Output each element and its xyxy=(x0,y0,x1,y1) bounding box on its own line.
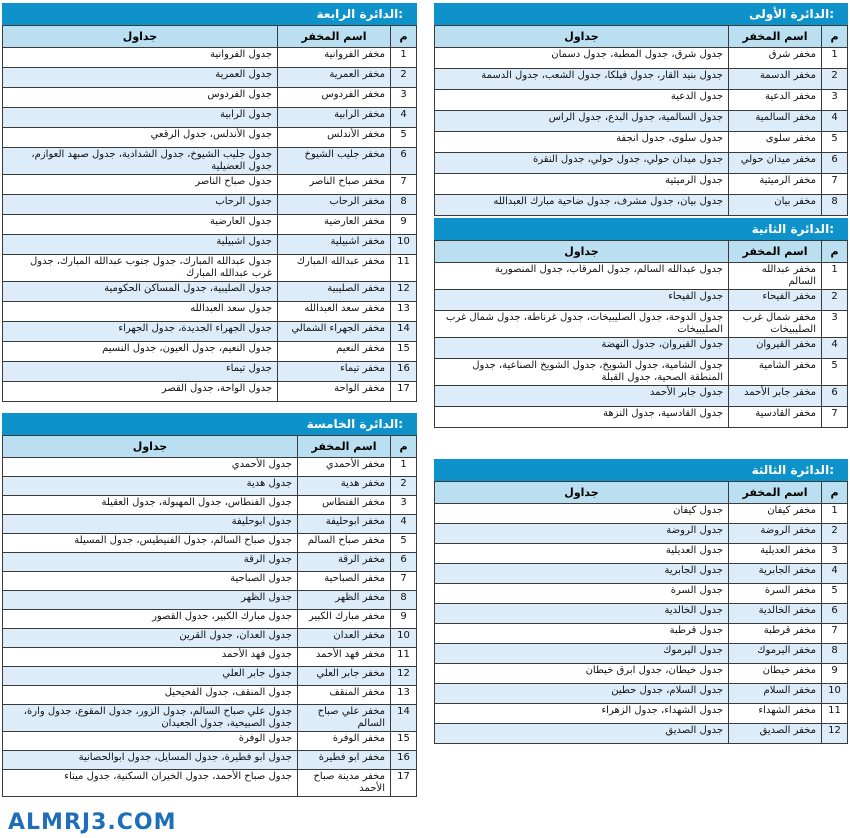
table-row xyxy=(3,148,417,175)
station-name: مخفر المنقف xyxy=(298,686,391,705)
station-tables: جدول قرطبة xyxy=(435,624,729,644)
station-number: 6 xyxy=(822,604,848,624)
table-row xyxy=(435,174,848,195)
station-number: 8 xyxy=(391,195,417,215)
station-name: مخفر الظهر xyxy=(298,591,391,610)
col-num-header: م xyxy=(822,482,848,504)
table-row xyxy=(3,770,417,797)
station-tables: جدول ميدان حولي، جدول حولي، جدول النقرة xyxy=(435,153,729,174)
table-row xyxy=(3,215,417,235)
station-name: مخفر القادسية xyxy=(729,407,822,428)
station-name: مخفر ابو فطيرة xyxy=(298,751,391,770)
station-number: 6 xyxy=(391,553,417,572)
station-tables: جدول الجهراء الجديدة، جدول الجهراء xyxy=(3,322,278,342)
table-row xyxy=(435,504,848,524)
station-tables: جدول السرة xyxy=(435,584,729,604)
table-row xyxy=(3,68,417,88)
table-row xyxy=(3,382,417,402)
table-row xyxy=(435,290,848,311)
station-name: مخفر اشبيلية xyxy=(278,235,391,255)
station-tables: جدول بنيد القار، جدول فيلكا، جدول الشعب، جدول الدسمة xyxy=(435,69,729,90)
table-row xyxy=(3,667,417,686)
station-name: مخفر جابر العلي xyxy=(298,667,391,686)
station-tables: جدول الروضة xyxy=(435,524,729,544)
station-name: مخفر عبدالله السالم xyxy=(729,263,822,290)
station-name: مخفر علي صباح السالم xyxy=(298,705,391,732)
station-name: مخفر الصليبية xyxy=(278,282,391,302)
station-tables: جدول الشهداء، جدول الزهراء xyxy=(435,704,729,724)
station-tables: جدول عبدالله السالم، جدول المرقاب، جدول المنصورية xyxy=(435,263,729,290)
station-tables: جدول الصديق xyxy=(435,724,729,744)
table-row xyxy=(3,553,417,572)
station-name: مخفر خيطان xyxy=(729,664,822,684)
station-tables: جدول العديلية xyxy=(435,544,729,564)
station-tables: جدول الصباحية xyxy=(3,572,298,591)
station-tables: جدول الدعية xyxy=(435,90,729,111)
station-tables: جدول الفيحاء xyxy=(435,290,729,311)
col-tables-header: جداول xyxy=(435,26,729,48)
station-name: مخفر الروضة xyxy=(729,524,822,544)
station-name: مخفر العارضية xyxy=(278,215,391,235)
circle-3-title: الدائرة الثالثة: xyxy=(434,459,848,481)
station-tables: جدول جابر الأحمد xyxy=(435,386,729,407)
station-name: مخفر شرق xyxy=(729,48,822,69)
table-row xyxy=(435,153,848,174)
table-row xyxy=(435,684,848,704)
table-row xyxy=(435,564,848,584)
station-tables: جدول عبدالله المبارك، جدول جنوب عبدالله المبارك، جدول غرب عبدالله المبارك xyxy=(3,255,278,282)
station-number: 2 xyxy=(822,290,848,311)
station-name: مخفر الجابرية xyxy=(729,564,822,584)
station-number: 2 xyxy=(391,477,417,496)
station-tables: جدول صباح السالم، جدول الفنيطيس، جدول المسيلة xyxy=(3,534,298,553)
station-number: 15 xyxy=(391,342,417,362)
station-number: 14 xyxy=(391,705,417,732)
station-number: 16 xyxy=(391,362,417,382)
station-tables: جدول مبارك الكبير، جدول القصور xyxy=(3,610,298,629)
station-name: مخفر صباح السالم xyxy=(298,534,391,553)
station-number: 1 xyxy=(391,48,417,68)
station-number: 4 xyxy=(391,108,417,128)
col-num-header: م xyxy=(822,26,848,48)
table-row xyxy=(3,195,417,215)
station-name: مخفر الفروانية xyxy=(278,48,391,68)
station-number: 5 xyxy=(391,128,417,148)
station-number: 15 xyxy=(391,732,417,751)
station-number: 4 xyxy=(822,111,848,132)
station-name: مخفر الواحة xyxy=(278,382,391,402)
station-number: 9 xyxy=(391,215,417,235)
station-number: 2 xyxy=(391,68,417,88)
circle-4-title: الدائرة الرابعة: xyxy=(2,3,417,25)
table-row xyxy=(3,128,417,148)
station-name: مخفر الشهداء xyxy=(729,704,822,724)
station-tables: جدول فهد الأحمد xyxy=(3,648,298,667)
station-name: مخفر السلام xyxy=(729,684,822,704)
station-number: 10 xyxy=(391,629,417,648)
station-number: 9 xyxy=(391,610,417,629)
station-name: مخفر النعيم xyxy=(278,342,391,362)
table-row xyxy=(3,255,417,282)
station-name: مخفر مدينة صباح الأحمد xyxy=(298,770,391,797)
station-tables: جدول جابر العلي xyxy=(3,667,298,686)
station-name: مخفر فهد الأحمد xyxy=(298,648,391,667)
table-row xyxy=(3,515,417,534)
station-name: مخفر قرطبة xyxy=(729,624,822,644)
station-number: 7 xyxy=(391,175,417,195)
table-row xyxy=(3,175,417,195)
station-name: مخفر كيفان xyxy=(729,504,822,524)
table-row xyxy=(435,195,848,216)
station-name: مخفر تيماء xyxy=(278,362,391,382)
station-number: 4 xyxy=(822,338,848,359)
table-row xyxy=(435,664,848,684)
station-tables: جدول الفردوس xyxy=(3,88,278,108)
col-tables-header: جداول xyxy=(435,241,729,263)
station-name: مخفر السرة xyxy=(729,584,822,604)
col-name-header: اسم المخفر xyxy=(729,241,822,263)
station-name: مخفر سعد العبدالله xyxy=(278,302,391,322)
table-row xyxy=(3,534,417,553)
table-row xyxy=(3,235,417,255)
station-number: 6 xyxy=(822,386,848,407)
station-tables: جدول السالمية، جدول البدع، جدول الراس xyxy=(435,111,729,132)
station-tables: جدول العمرية xyxy=(3,68,278,88)
station-name: مخفر الفنطاس xyxy=(298,496,391,515)
table-row xyxy=(3,496,417,515)
station-number: 6 xyxy=(822,153,848,174)
station-number: 8 xyxy=(391,591,417,610)
station-name: مخفر مبارك الكبير xyxy=(298,610,391,629)
station-name: مخفر جابر الأحمد xyxy=(729,386,822,407)
col-tables-header: جداول xyxy=(435,482,729,504)
table-row xyxy=(435,48,848,69)
station-number: 11 xyxy=(391,648,417,667)
station-name: مخفر الصباحية xyxy=(298,572,391,591)
table-row xyxy=(435,263,848,290)
station-tables: جدول النعيم، جدول العيون، جدول النسيم xyxy=(3,342,278,362)
station-tables: جدول الواحة، جدول القصر xyxy=(3,382,278,402)
station-name: مخفر الرميثية xyxy=(729,174,822,195)
table-row xyxy=(435,604,848,624)
station-number: 1 xyxy=(822,48,848,69)
station-number: 2 xyxy=(822,69,848,90)
circle-2-title: الدائرة الثانية: xyxy=(434,218,848,240)
station-name: مخفر الخالدية xyxy=(729,604,822,624)
table-row xyxy=(3,322,417,342)
station-number: 1 xyxy=(391,458,417,477)
station-tables: جدول الأحمدي xyxy=(3,458,298,477)
station-name: مخفر ميدان حولي xyxy=(729,153,822,174)
table-row xyxy=(3,629,417,648)
station-number: 4 xyxy=(822,564,848,584)
station-number: 6 xyxy=(391,148,417,175)
station-name: مخفر شمال غرب الصليبيخات xyxy=(729,311,822,338)
station-number: 12 xyxy=(391,282,417,302)
station-number: 5 xyxy=(822,359,848,386)
station-tables: جدول جليب الشيوخ، جدول الشدادية، جدول صبهد العوازم، جدول العضيلية xyxy=(3,148,278,175)
station-number: 14 xyxy=(391,322,417,342)
station-number: 3 xyxy=(822,311,848,338)
station-tables: جدول سعد العبدالله xyxy=(3,302,278,322)
table-row xyxy=(3,732,417,751)
table-row xyxy=(3,591,417,610)
station-name: مخفر الوفرة xyxy=(298,732,391,751)
circle-4-panel xyxy=(2,3,417,402)
table-row xyxy=(3,648,417,667)
col-num-header: م xyxy=(391,26,417,48)
station-number: 8 xyxy=(822,644,848,664)
station-number: 2 xyxy=(822,524,848,544)
station-number: 7 xyxy=(822,174,848,195)
circle-3-panel xyxy=(434,459,848,744)
station-tables: جدول هدية xyxy=(3,477,298,496)
table-row xyxy=(435,386,848,407)
station-number: 13 xyxy=(391,302,417,322)
table-row xyxy=(435,624,848,644)
site-watermark-logo: ALMRJ3.COM xyxy=(0,808,158,838)
station-tables: جدول العارضية xyxy=(3,215,278,235)
station-number: 17 xyxy=(391,382,417,402)
station-tables: جدول الشامية، جدول الشويخ، جدول الشويخ الصناعية، جدول المنطقة الصحية، جدول القبلة xyxy=(435,359,729,386)
table-row xyxy=(3,751,417,770)
station-name: مخفر الفيحاء xyxy=(729,290,822,311)
table-row xyxy=(435,311,848,338)
station-number: 8 xyxy=(822,195,848,216)
station-tables: جدول الفروانية xyxy=(3,48,278,68)
station-tables: جدول الخالدية xyxy=(435,604,729,624)
table-row xyxy=(435,724,848,744)
table-row xyxy=(435,90,848,111)
table-row xyxy=(435,111,848,132)
station-name: مخفر الرابية xyxy=(278,108,391,128)
station-name: مخفر الفردوس xyxy=(278,88,391,108)
station-number: 4 xyxy=(391,515,417,534)
station-tables: جدول بيان، جدول مشرف، جدول ضاحية مبارك العبدالله xyxy=(435,195,729,216)
station-number: 5 xyxy=(822,584,848,604)
col-num-header: م xyxy=(391,436,417,458)
station-tables: جدول صباح الأحمد، جدول الخيران السكنية، جدول ميناء xyxy=(3,770,298,797)
station-name: مخفر اليرموك xyxy=(729,644,822,664)
station-name: مخفر الجهراء الشمالي xyxy=(278,322,391,342)
station-number: 1 xyxy=(822,263,848,290)
circle-5-title: الدائرة الخامسة: xyxy=(2,413,417,435)
station-name: مخفر سلوى xyxy=(729,132,822,153)
station-number: 9 xyxy=(822,664,848,684)
table-row xyxy=(3,108,417,128)
station-name: مخفر الشامية xyxy=(729,359,822,386)
station-name: مخفر جليب الشيوخ xyxy=(278,148,391,175)
station-tables: جدول القادسية، جدول النزهة xyxy=(435,407,729,428)
station-tables: جدول الأندلس، جدول الرقعي xyxy=(3,128,278,148)
station-name: مخفر الرقة xyxy=(298,553,391,572)
station-name: مخفر عبدالله المبارك xyxy=(278,255,391,282)
station-tables: جدول الظهر xyxy=(3,591,298,610)
circle-1-table xyxy=(434,25,848,216)
station-tables: جدول سلوى، جدول انجفة xyxy=(435,132,729,153)
circle-1-title: الدائرة الأولى: xyxy=(434,3,848,25)
station-tables: جدول الوفرة xyxy=(3,732,298,751)
station-number: 16 xyxy=(391,751,417,770)
station-tables: جدول الرحاب xyxy=(3,195,278,215)
station-number: 7 xyxy=(391,572,417,591)
table-row xyxy=(435,338,848,359)
station-number: 10 xyxy=(391,235,417,255)
table-row xyxy=(3,572,417,591)
table-row xyxy=(3,282,417,302)
col-name-header: اسم المخفر xyxy=(298,436,391,458)
station-number: 7 xyxy=(822,407,848,428)
station-name: مخفر العديلية xyxy=(729,544,822,564)
circle-5-panel xyxy=(2,413,417,797)
station-tables: جدول القيروان، جدول النهضة xyxy=(435,338,729,359)
table-row xyxy=(3,705,417,732)
table-row xyxy=(3,342,417,362)
station-tables: جدول خيطان، جدول ابرق خيطان xyxy=(435,664,729,684)
table-row xyxy=(435,544,848,564)
table-row xyxy=(435,69,848,90)
station-tables: جدول ابوحليفة xyxy=(3,515,298,534)
station-name: مخفر الصديق xyxy=(729,724,822,744)
station-name: مخفر صباح الناصر xyxy=(278,175,391,195)
table-row xyxy=(3,48,417,68)
table-row xyxy=(3,88,417,108)
circle-5-table xyxy=(2,435,417,797)
station-number: 5 xyxy=(822,132,848,153)
table-row xyxy=(3,686,417,705)
station-name: مخفر الأندلس xyxy=(278,128,391,148)
table-row xyxy=(435,704,848,724)
station-number: 3 xyxy=(822,90,848,111)
table-row xyxy=(435,584,848,604)
station-tables: جدول الفنطاس، جدول المهبولة، جدول العقيلة xyxy=(3,496,298,515)
station-number: 3 xyxy=(391,496,417,515)
station-tables: جدول اشبيلية xyxy=(3,235,278,255)
table-row xyxy=(3,610,417,629)
circle-2-panel xyxy=(434,218,848,428)
station-number: 10 xyxy=(822,684,848,704)
station-tables: جدول علي صباح السالم، جدول الزور، جدول المقوع، جدول وارة، جدول الصبيحية، جدول الجعيدان xyxy=(3,705,298,732)
col-tables-header: جداول xyxy=(3,26,278,48)
station-name: مخفر ابوحليفة xyxy=(298,515,391,534)
station-tables: جدول المنقف، جدول الفحيحيل xyxy=(3,686,298,705)
station-tables: جدول الجابرية xyxy=(435,564,729,584)
station-number: 12 xyxy=(391,667,417,686)
table-row xyxy=(435,407,848,428)
station-name: مخفر السالمية xyxy=(729,111,822,132)
station-number: 12 xyxy=(822,724,848,744)
table-row xyxy=(435,524,848,544)
station-number: 5 xyxy=(391,534,417,553)
table-row xyxy=(3,458,417,477)
station-name: مخفر هدية xyxy=(298,477,391,496)
circle-1-panel xyxy=(434,3,848,216)
col-num-header: م xyxy=(822,241,848,263)
circle-3-table xyxy=(434,481,848,744)
station-name: مخفر العمرية xyxy=(278,68,391,88)
station-tables: جدول السلام، جدول حطين xyxy=(435,684,729,704)
table-row xyxy=(3,362,417,382)
circle-2-table xyxy=(434,240,848,428)
col-name-header: اسم المخفر xyxy=(729,26,822,48)
station-tables: جدول ابو فطيرة، جدول المسايل، جدول ابوالحصانية xyxy=(3,751,298,770)
table-row xyxy=(435,644,848,664)
station-number: 11 xyxy=(822,704,848,724)
station-name: مخفر بيان xyxy=(729,195,822,216)
station-name: مخفر الرحاب xyxy=(278,195,391,215)
table-row xyxy=(3,477,417,496)
col-tables-header: جداول xyxy=(3,436,298,458)
station-tables: جدول شرق، جدول المطبة، جدول دسمان xyxy=(435,48,729,69)
station-number: 1 xyxy=(822,504,848,524)
station-name: مخفر الأحمدي xyxy=(298,458,391,477)
station-number: 3 xyxy=(391,88,417,108)
station-tables: جدول الرميثية xyxy=(435,174,729,195)
station-tables: جدول تيماء xyxy=(3,362,278,382)
table-row xyxy=(3,302,417,322)
station-number: 17 xyxy=(391,770,417,797)
station-number: 7 xyxy=(822,624,848,644)
table-row xyxy=(435,359,848,386)
circle-4-table xyxy=(2,25,417,402)
station-tables: جدول اليرموك xyxy=(435,644,729,664)
station-tables: جدول العدان، جدول القرين xyxy=(3,629,298,648)
station-number: 3 xyxy=(822,544,848,564)
station-tables: جدول الرابية xyxy=(3,108,278,128)
station-name: مخفر العدان xyxy=(298,629,391,648)
station-tables: جدول صباح الناصر xyxy=(3,175,278,195)
station-name: مخفر الدعية xyxy=(729,90,822,111)
col-name-header: اسم المخفر xyxy=(278,26,391,48)
station-name: مخفر الدسمة xyxy=(729,69,822,90)
station-tables: جدول كيفان xyxy=(435,504,729,524)
station-name: مخفر القيروان xyxy=(729,338,822,359)
station-number: 13 xyxy=(391,686,417,705)
col-name-header: اسم المخفر xyxy=(729,482,822,504)
station-tables: جدول الصليبية، جدول المساكن الحكومية xyxy=(3,282,278,302)
station-number: 11 xyxy=(391,255,417,282)
table-row xyxy=(435,132,848,153)
station-tables: جدول الدوحة، جدول الصليبيخات، جدول غرناطة، جدول شمال غرب الصليبيخات xyxy=(435,311,729,338)
station-tables: جدول الرقة xyxy=(3,553,298,572)
